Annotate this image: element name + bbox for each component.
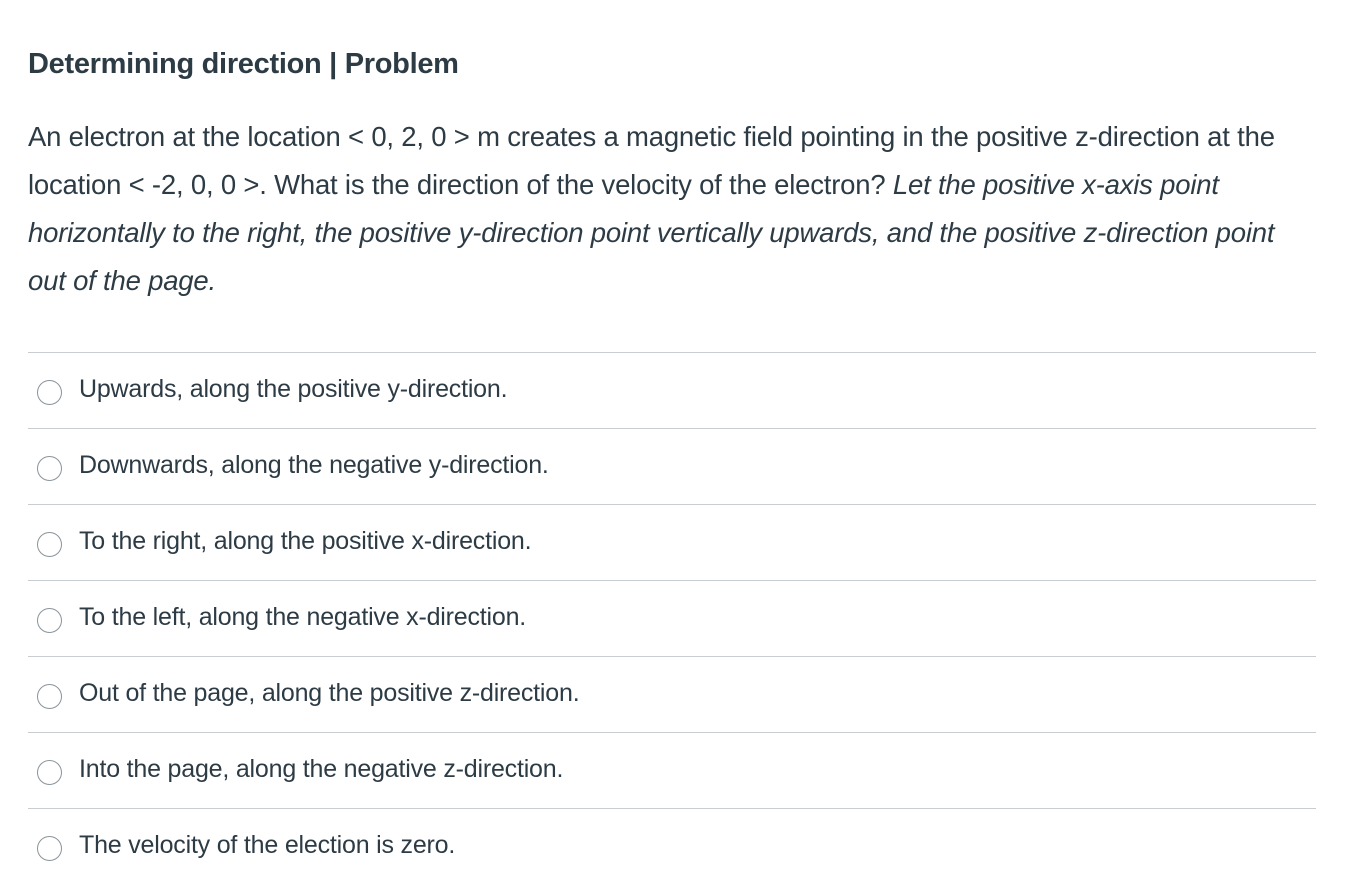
radio-button-6[interactable]: [37, 760, 62, 785]
radio-button-7[interactable]: [37, 836, 62, 861]
answer-option-5[interactable]: [28, 657, 1316, 733]
answer-option-3[interactable]: [28, 505, 1316, 581]
answer-option-2[interactable]: [28, 429, 1316, 505]
radio-button-5[interactable]: [37, 684, 62, 709]
radio-button-1[interactable]: [37, 380, 62, 405]
question-text: [28, 113, 1316, 305]
answer-option-1[interactable]: [28, 353, 1316, 429]
answer-label-2[interactable]: Downwards, along the negative y-direction.: [79, 451, 549, 479]
question-italic-text: Let the positive x-axis point horizontally to the right, the positive y-direction point vertically upwards, and the positive z-direction point out of the page.: [28, 169, 1275, 296]
radio-button-2[interactable]: [37, 456, 62, 481]
answer-label-3[interactable]: To the right, along the positive x-direction.: [79, 527, 532, 555]
radio-button-3[interactable]: [37, 532, 62, 557]
answer-label-1[interactable]: Upwards, along the positive y-direction.: [79, 375, 508, 403]
answer-option-6[interactable]: [28, 733, 1316, 809]
answer-label-6[interactable]: Into the page, along the negative z-direction.: [79, 755, 564, 783]
radio-button-4[interactable]: [37, 608, 62, 633]
answer-label-4[interactable]: To the left, along the negative x-direction.: [79, 603, 527, 631]
answer-option-7[interactable]: [28, 809, 1316, 884]
answer-label-5[interactable]: Out of the page, along the positive z-direction.: [79, 679, 580, 707]
answer-list: [28, 352, 1316, 884]
answer-label-7[interactable]: The velocity of the election is zero.: [79, 831, 456, 859]
answer-option-4[interactable]: [28, 581, 1316, 657]
question-main-text: An electron at the location < 0, 2, 0 > m creates a magnetic field pointing in the positive z-direction at the location < -2, 0, 0 >. What is the direction of the velocity of the electron?: [28, 121, 1275, 200]
question-title: Determining direction | Problem: [28, 48, 459, 80]
